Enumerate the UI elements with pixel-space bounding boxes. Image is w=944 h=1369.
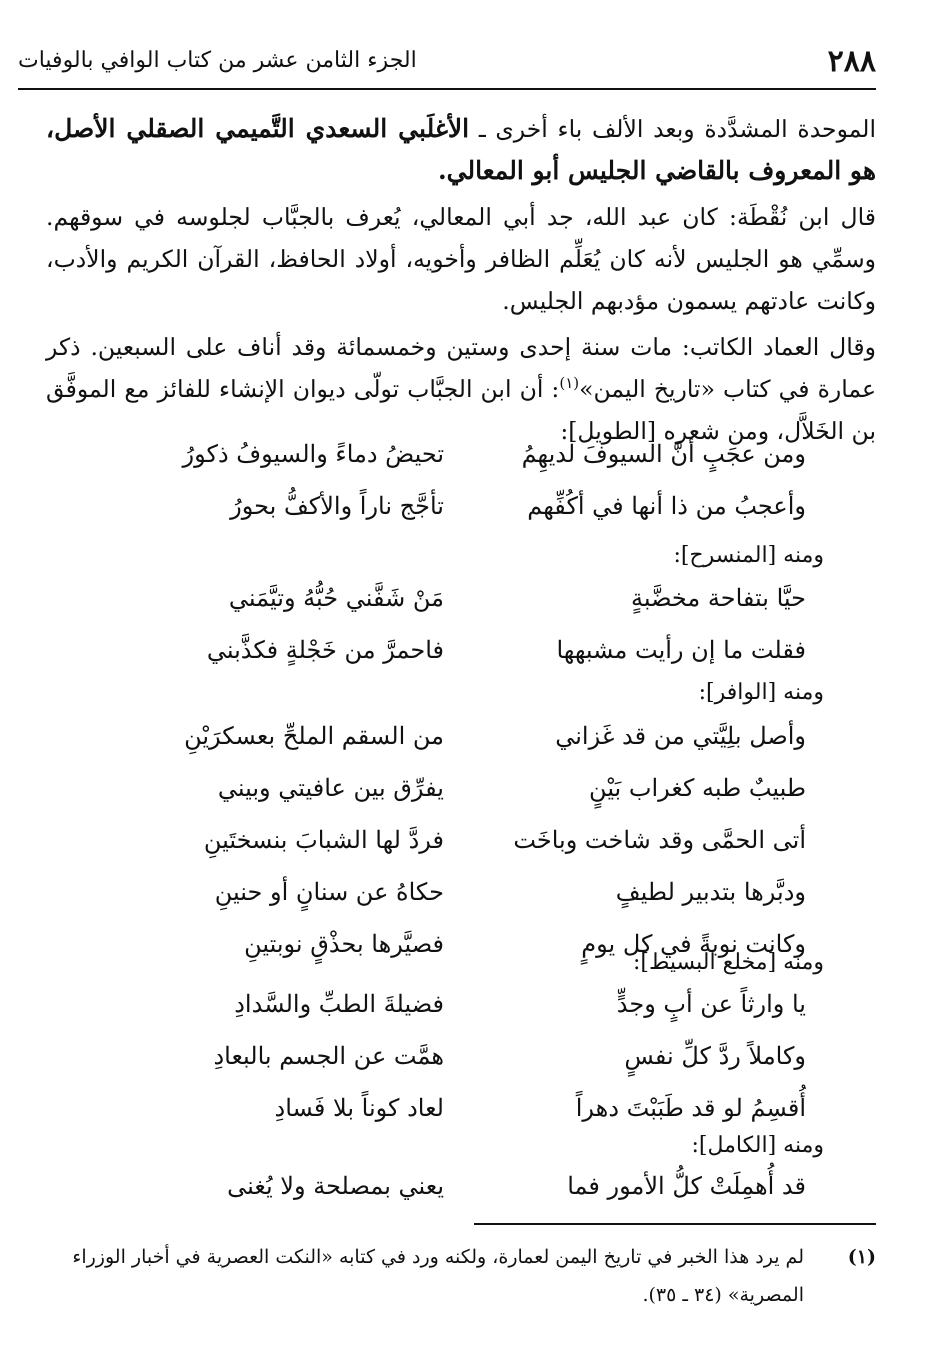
verse-first-hemistich: طبيبٌ طبه كغراب بَيْنٍ	[589, 774, 806, 802]
paragraph-1	[46, 108, 876, 192]
verse-second-hemistich: تأجَّج ناراً والأكفُّ بحورُ	[230, 492, 444, 520]
poem-taweel	[46, 440, 876, 544]
verse-line	[46, 826, 876, 878]
poem-kamil	[46, 1172, 876, 1224]
meter-label-mukhalla: ومنه [مخلع البسيط]:	[633, 950, 824, 975]
verse-line	[46, 722, 876, 774]
footnote	[46, 1238, 876, 1314]
verse-first-hemistich: وكاملاً ردَّ كلِّ نفسٍ	[624, 1042, 806, 1070]
verse-line	[46, 878, 876, 930]
paragraph-3-lead: وقال العماد الكاتب: مات سنة إحدى وستين وخمسمائة وقد أناف على السبعين. ذكر عمارة في كتاب «تاريخ اليمن»	[46, 333, 876, 403]
verse-line	[46, 440, 876, 492]
footnote-divider	[474, 1223, 876, 1225]
verse-line	[46, 1172, 876, 1224]
paragraph-3-rest: : أن ابن الجبَّاب تولّى ديوان الإنشاء للفائز مع الموفَّق بن الخَلاَّل، ومن شعره [الطويل]:	[46, 375, 876, 445]
verse-first-hemistich: وأصل بلِيَّتي من قد غَزاني	[555, 722, 806, 750]
poem-wafir	[46, 722, 876, 982]
page-header	[18, 40, 876, 90]
verse-first-hemistich: وكانت نوبةً في كل يومٍ	[581, 930, 806, 958]
verse-second-hemistich: لعاد كوناً بلا فَسادِ	[274, 1094, 444, 1122]
verse-second-hemistich: فاحمرَّ من خَجْلةٍ فكذَّبني	[206, 636, 444, 664]
verse-first-hemistich: ودبَّرها بتدبير لطيفٍ	[615, 878, 806, 906]
paragraph-1-lead: الموحدة المشدَّدة وبعد الألف باء أخرى ـ	[469, 115, 876, 143]
body-text	[46, 108, 876, 452]
footnote-text: لم يرد هذا الخبر في تاريخ اليمن لعمارة، ولكنه ورد في كتابه «النكت العصرية في أخبار الوزراء المصرية» (٣٤ ـ ٣٥).	[72, 1246, 804, 1306]
meter-label-wafir: ومنه [الوافر]:	[698, 680, 824, 705]
verse-line	[46, 492, 876, 544]
verse-first-hemistich: أتى الحمَّى وقد شاخت وباخَت	[513, 826, 806, 854]
verse-second-hemistich: حكاهُ عن سنانٍ أو حنينِ	[214, 878, 444, 906]
paragraph-3	[46, 326, 876, 452]
verse-line	[46, 774, 876, 826]
verse-first-hemistich: قد أُهمِلَتْ كلُّ الأمور فما	[567, 1172, 806, 1200]
poem-munsarih	[46, 584, 876, 688]
running-title: الجزء الثامن عشر من كتاب الوافي بالوفيات	[18, 48, 417, 73]
verse-first-hemistich: وأعجبُ من ذا أنها في أكُفِّهم	[527, 492, 806, 520]
meter-label-kamil: ومنه [الكامل]:	[691, 1133, 824, 1158]
verse-second-hemistich: تحيضُ دماءً والسيوفُ ذكورُ	[182, 440, 444, 468]
verse-second-hemistich: همَّت عن الجسم بالبعادِ	[213, 1042, 444, 1070]
verse-second-hemistich: فردَّ لها الشبابَ بنسختَينِ	[203, 826, 444, 854]
verse-second-hemistich: من السقم الملحِّ بعسكرَيْنِ	[184, 722, 444, 750]
meter-label-munsarih: ومنه [المنسرح]:	[673, 543, 824, 568]
verse-first-hemistich: يا وارثاً عن أبٍ وجدٍّ	[616, 990, 806, 1018]
paragraph-1-bold-name: الأغلَبي السعدي التَّميمي الصقلي الأصل، هو المعروف بالقاضي الجليس أبو المعالي.	[46, 114, 876, 185]
verse-first-hemistich: ومن عجَبٍ أنَّ السيوفَ لديهِمُ	[521, 440, 806, 468]
verse-second-hemistich: يعني بمصلحة ولا يُغنى	[227, 1172, 444, 1200]
verse-second-hemistich: مَنْ شَفَّني حُبُّهُ وتيَّمَني	[228, 584, 444, 612]
verse-line	[46, 990, 876, 1042]
footnote-number: (١)	[847, 1246, 876, 1268]
footnote-reference: (١)	[559, 374, 580, 393]
page-number: ٢٨٨	[827, 44, 876, 79]
verse-first-hemistich: فقلت ما إن رأيت مشبهها	[556, 636, 806, 664]
verse-first-hemistich: حيَّا بتفاحة مخضَّبةٍ	[631, 584, 806, 612]
verse-first-hemistich: أُقسِمُ لو قد طَبَبْتَ دهراً	[575, 1094, 806, 1122]
paragraph-2: قال ابن نُقْطَة: كان عبد الله، جد أبي المعالي، يُعرف بالجبَّاب لجلوسه في سوقهم. وسمِّي هو الجليس لأنه كان يُعَلِّم الظافر وأخويه، أولاد الحافظ، القرآن الكريم والأدب، وكانت عادتهم يسمون مؤدبهم الجليس.	[46, 203, 876, 315]
verse-second-hemistich: فصيَّرها بحذْقٍ نوبتينِ	[244, 930, 444, 958]
verse-second-hemistich: فضيلةَ الطبِّ والسَّدادِ	[234, 990, 444, 1018]
poem-mukhalla-basit	[46, 990, 876, 1146]
verse-line	[46, 1042, 876, 1094]
verse-line	[46, 584, 876, 636]
verse-second-hemistich: يفرِّق بين عافيتي وبيني	[217, 774, 444, 802]
